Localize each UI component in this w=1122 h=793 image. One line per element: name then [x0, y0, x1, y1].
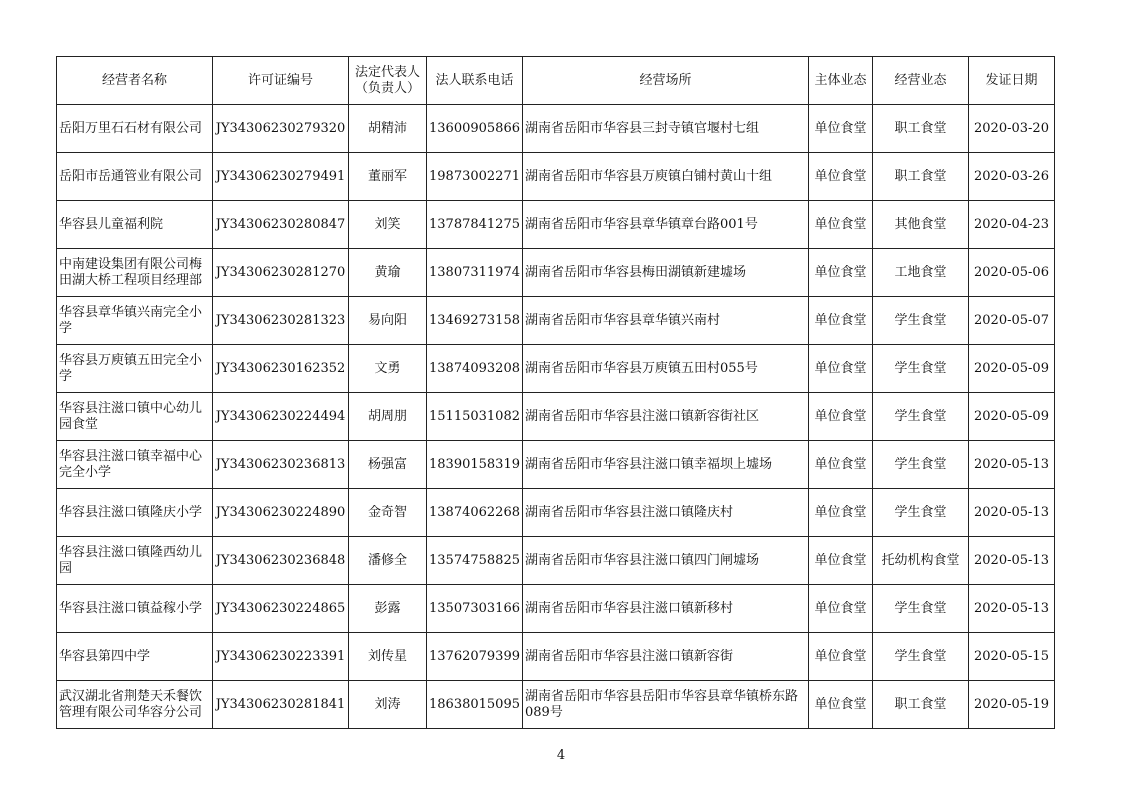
legal-representative-cell-text: 刘涛: [374, 696, 401, 712]
issue-date-cell: [969, 489, 1055, 537]
contact-phone-cell-text: 13874093208: [429, 360, 520, 376]
operation-type-cell: [873, 681, 969, 729]
legal-representative-cell-text: 潘修全: [367, 552, 407, 568]
operation-type-cell: [873, 249, 969, 297]
main-business-type-cell: [809, 249, 873, 297]
license-number-cell: [213, 489, 349, 537]
issue-date-cell: [969, 681, 1055, 729]
main-business-type-cell: [809, 105, 873, 153]
header-legal-representative: 法定代表人（负责人）: [349, 57, 427, 105]
table-row: [57, 441, 1055, 489]
main-business-type-cell: [809, 345, 873, 393]
table-row: [57, 681, 1055, 729]
main-business-type-cell: [809, 153, 873, 201]
operator-name-cell-text: 岳阳万里石石材有限公司: [59, 120, 203, 136]
contact-phone-cell: [427, 681, 523, 729]
license-number-cell-text: JY34306230236813: [215, 456, 346, 472]
main-business-type-cell: [809, 489, 873, 537]
table-row: [57, 633, 1055, 681]
license-number-cell-text: JY34306230281841: [215, 696, 346, 712]
license-number-cell: [213, 393, 349, 441]
operation-type-cell-text: 学生食堂: [894, 648, 947, 664]
business-address-cell-text: 湖南省岳阳市华容县注滋口镇幸福坝上墟场: [525, 456, 773, 472]
contact-phone-cell-text: 18390158319: [429, 456, 520, 472]
contact-phone-cell: [427, 153, 523, 201]
operator-name-cell-text: 华容县章华镇兴南完全小学: [59, 304, 203, 336]
legal-representative-cell-text: 金奇智: [367, 504, 407, 520]
table-row: [57, 201, 1055, 249]
business-address-cell-text: 湖南省岳阳市华容县三封寺镇官堰村七组: [525, 120, 760, 136]
business-address-cell-text: 湖南省岳阳市华容县注滋口镇新移村: [525, 600, 734, 616]
license-number-cell: [213, 681, 349, 729]
business-address-cell-text: 湖南省岳阳市华容县万庾镇白铺村黄山十组: [525, 168, 773, 184]
business-address-cell: [523, 297, 809, 345]
operator-name-cell: [57, 153, 213, 201]
operation-type-cell-text: 其他食堂: [894, 216, 947, 232]
license-number-cell-text: JY34306230280847: [215, 216, 346, 232]
legal-representative-cell: [349, 633, 427, 681]
operator-name-cell: [57, 681, 213, 729]
business-address-cell-text: 湖南省岳阳市华容县注滋口镇隆庆村: [525, 504, 734, 520]
table-row: [57, 585, 1055, 633]
main-business-type-cell-text: 单位食堂: [814, 504, 867, 520]
operator-name-cell: [57, 105, 213, 153]
operator-name-cell-text: 华容县注滋口镇隆西幼儿园: [59, 544, 203, 576]
license-number-cell-text: JY34306230236848: [215, 552, 346, 568]
business-address-cell: [523, 537, 809, 585]
business-address-cell: [523, 681, 809, 729]
business-address-cell: [523, 393, 809, 441]
operator-name-cell-text: 华容县儿童福利院: [59, 216, 164, 232]
business-address-cell-text: 湖南省岳阳市华容县注滋口镇新容街: [525, 648, 734, 664]
business-address-cell: [523, 489, 809, 537]
contact-phone-cell: [427, 297, 523, 345]
business-address-cell: [523, 105, 809, 153]
header-operator-name: 经营者名称: [57, 57, 213, 105]
issue-date-cell-text: 2020-05-06: [974, 264, 1049, 280]
main-business-type-cell-text: 单位食堂: [814, 168, 867, 184]
legal-representative-cell: [349, 393, 427, 441]
legal-representative-cell-text: 黄瑜: [374, 264, 401, 280]
table-body: [57, 105, 1055, 729]
license-number-cell-text: JY34306230281323: [215, 312, 346, 328]
business-address-cell-text: 湖南省岳阳市华容县章华镇兴南村: [525, 312, 721, 328]
contact-phone-cell: [427, 441, 523, 489]
table-row: [57, 537, 1055, 585]
legal-representative-cell: [349, 681, 427, 729]
operation-type-cell-text: 托幼机构食堂: [881, 552, 960, 568]
header-contact-phone: 法人联系电话: [427, 57, 523, 105]
operator-name-cell: [57, 345, 213, 393]
business-address-cell: [523, 633, 809, 681]
main-business-type-cell: [809, 441, 873, 489]
operation-type-cell: [873, 393, 969, 441]
contact-phone-cell-text: 13507303166: [429, 600, 520, 616]
business-address-cell-text: 湖南省岳阳市华容县注滋口镇四门闸墟场: [525, 552, 760, 568]
operation-type-cell: [873, 441, 969, 489]
main-business-type-cell-text: 单位食堂: [814, 120, 867, 136]
license-number-cell: [213, 249, 349, 297]
license-number-cell-text: JY34306230223391: [215, 648, 346, 664]
operator-name-cell: [57, 489, 213, 537]
operation-type-cell-text: 工地食堂: [894, 264, 947, 280]
contact-phone-cell-text: 15115031082: [429, 408, 520, 424]
business-address-cell: [523, 441, 809, 489]
operation-type-cell-text: 学生食堂: [894, 360, 947, 376]
contact-phone-cell: [427, 633, 523, 681]
operation-type-cell: [873, 537, 969, 585]
legal-representative-cell: [349, 201, 427, 249]
legal-representative-cell: [349, 441, 427, 489]
main-business-type-cell-text: 单位食堂: [814, 312, 867, 328]
license-number-cell: [213, 585, 349, 633]
issue-date-cell-text: 2020-05-13: [974, 456, 1049, 472]
issue-date-cell-text: 2020-05-07: [974, 312, 1049, 328]
contact-phone-cell: [427, 585, 523, 633]
license-number-cell: [213, 345, 349, 393]
operation-type-cell-text: 学生食堂: [894, 312, 947, 328]
business-address-cell: [523, 153, 809, 201]
main-business-type-cell: [809, 633, 873, 681]
business-address-cell-text: 湖南省岳阳市华容县注滋口镇新容街社区: [525, 408, 760, 424]
operation-type-cell-text: 学生食堂: [894, 600, 947, 616]
license-number-cell-text: JY34306230281270: [215, 264, 346, 280]
business-address-cell: [523, 585, 809, 633]
header-operation-type: 经营业态: [873, 57, 969, 105]
table-row: [57, 249, 1055, 297]
issue-date-cell-text: 2020-05-15: [974, 648, 1049, 664]
contact-phone-cell: [427, 105, 523, 153]
issue-date-cell: [969, 105, 1055, 153]
operator-name-cell: [57, 633, 213, 681]
operation-type-cell-text: 职工食堂: [894, 120, 947, 136]
issue-date-cell: [969, 441, 1055, 489]
contact-phone-cell-text: 13762079399: [429, 648, 520, 664]
operation-type-cell-text: 职工食堂: [894, 168, 947, 184]
issue-date-cell-text: 2020-05-13: [974, 552, 1049, 568]
contact-phone-cell-text: 13787841275: [429, 216, 520, 232]
legal-representative-cell-text: 刘传星: [367, 648, 407, 664]
operator-name-cell: [57, 201, 213, 249]
operation-type-cell-text: 学生食堂: [894, 456, 947, 472]
legal-representative-cell-text: 易向阳: [367, 312, 407, 328]
operation-type-cell: [873, 489, 969, 537]
contact-phone-cell-text: 13574758825: [429, 552, 520, 568]
operation-type-cell: [873, 153, 969, 201]
operator-name-cell: [57, 249, 213, 297]
issue-date-cell: [969, 201, 1055, 249]
legal-representative-cell: [349, 105, 427, 153]
header-business-address: 经营场所: [523, 57, 809, 105]
table-row: [57, 153, 1055, 201]
legal-representative-cell: [349, 585, 427, 633]
operator-name-cell-text: 华容县注滋口镇隆庆小学: [59, 504, 203, 520]
contact-phone-cell: [427, 393, 523, 441]
legal-representative-cell: [349, 153, 427, 201]
contact-phone-cell-text: 13469273158: [429, 312, 520, 328]
legal-representative-cell-text: 刘笑: [374, 216, 401, 232]
operation-type-cell: [873, 297, 969, 345]
header-license-number: 许可证编号: [213, 57, 349, 105]
license-number-cell-text: JY34306230224494: [215, 408, 346, 424]
license-number-cell-text: JY34306230224865: [215, 600, 346, 616]
contact-phone-cell: [427, 345, 523, 393]
main-business-type-cell-text: 单位食堂: [814, 648, 867, 664]
main-business-type-cell-text: 单位食堂: [814, 600, 867, 616]
main-business-type-cell-text: 单位食堂: [814, 456, 867, 472]
contact-phone-cell: [427, 489, 523, 537]
main-business-type-cell-text: 单位食堂: [814, 360, 867, 376]
business-address-cell: [523, 249, 809, 297]
operator-name-cell-text: 华容县注滋口镇益稼小学: [59, 600, 203, 616]
operation-type-cell: [873, 201, 969, 249]
main-business-type-cell-text: 单位食堂: [814, 264, 867, 280]
operation-type-cell: [873, 105, 969, 153]
contact-phone-cell: [427, 249, 523, 297]
legal-representative-cell-text: 杨强富: [367, 456, 407, 472]
operator-name-cell: [57, 441, 213, 489]
issue-date-cell: [969, 585, 1055, 633]
issue-date-cell-text: 2020-03-26: [974, 168, 1049, 184]
issue-date-cell: [969, 153, 1055, 201]
main-business-type-cell: [809, 681, 873, 729]
contact-phone-cell: [427, 201, 523, 249]
operator-name-cell-text: 华容县注滋口镇中心幼儿园食堂: [59, 400, 203, 432]
issue-date-cell-text: 2020-05-19: [974, 696, 1049, 712]
issue-date-cell: [969, 345, 1055, 393]
license-number-cell: [213, 537, 349, 585]
business-address-cell-text: 湖南省岳阳市华容县岳阳市华容县章华镇桥东路089号: [525, 688, 799, 720]
license-number-cell-text: JY34306230162352: [215, 360, 346, 376]
main-business-type-cell-text: 单位食堂: [814, 408, 867, 424]
page-number: 4: [556, 748, 566, 763]
contact-phone-cell-text: 18638015095: [429, 696, 520, 712]
issue-date-cell: [969, 633, 1055, 681]
legal-representative-cell-text: 董丽军: [367, 168, 407, 184]
license-number-cell-text: JY34306230279491: [215, 168, 346, 184]
main-business-type-cell: [809, 297, 873, 345]
operator-name-cell-text: 岳阳市岳通管业有限公司: [59, 168, 203, 184]
main-business-type-cell: [809, 537, 873, 585]
issue-date-cell: [969, 537, 1055, 585]
contact-phone-cell: [427, 537, 523, 585]
issue-date-cell-text: 2020-05-13: [974, 504, 1049, 520]
contact-phone-cell-text: 13807311974: [429, 264, 520, 280]
operation-type-cell-text: 学生食堂: [894, 504, 947, 520]
issue-date-cell: [969, 249, 1055, 297]
business-address-cell: [523, 345, 809, 393]
operator-name-cell-text: 华容县万庾镇五田完全小学: [59, 352, 203, 384]
issue-date-cell-text: 2020-05-09: [974, 360, 1049, 376]
table-row: [57, 345, 1055, 393]
legal-representative-cell: [349, 489, 427, 537]
operator-name-cell-text: 武汉湖北省荆楚天禾餐饮管理有限公司华容分公司: [59, 688, 203, 720]
license-table: [56, 56, 1055, 729]
business-address-cell: [523, 201, 809, 249]
main-business-type-cell-text: 单位食堂: [814, 216, 867, 232]
business-address-cell-text: 湖南省岳阳市华容县万庾镇五田村055号: [525, 360, 758, 376]
table-row: [57, 297, 1055, 345]
operation-type-cell: [873, 633, 969, 681]
operator-name-cell: [57, 585, 213, 633]
license-number-cell: [213, 297, 349, 345]
main-business-type-cell: [809, 201, 873, 249]
operation-type-cell-text: 学生食堂: [894, 408, 947, 424]
operator-name-cell-text: 华容县第四中学: [59, 648, 151, 664]
issue-date-cell: [969, 297, 1055, 345]
table-row: [57, 393, 1055, 441]
license-number-cell: [213, 441, 349, 489]
contact-phone-cell-text: 19873002271: [429, 168, 520, 184]
header-issue-date: 发证日期: [969, 57, 1055, 105]
legal-representative-cell: [349, 537, 427, 585]
issue-date-cell-text: 2020-04-23: [974, 216, 1049, 232]
operation-type-cell-text: 职工食堂: [894, 696, 947, 712]
license-number-cell-text: JY34306230224890: [215, 504, 346, 520]
main-business-type-cell-text: 单位食堂: [814, 552, 867, 568]
operator-name-cell: [57, 297, 213, 345]
table-row: [57, 489, 1055, 537]
business-address-cell-text: 湖南省岳阳市华容县梅田湖镇新建墟场: [525, 264, 747, 280]
main-business-type-cell-text: 单位食堂: [814, 696, 867, 712]
issue-date-cell-text: 2020-05-09: [974, 408, 1049, 424]
legal-representative-cell: [349, 345, 427, 393]
license-number-cell-text: JY34306230279320: [215, 120, 346, 136]
legal-representative-cell-text: 彭露: [374, 600, 401, 616]
operation-type-cell: [873, 585, 969, 633]
legal-representative-cell: [349, 249, 427, 297]
main-business-type-cell: [809, 585, 873, 633]
issue-date-cell-text: 2020-03-20: [974, 120, 1049, 136]
table-header-row: [57, 57, 1055, 105]
license-number-cell: [213, 201, 349, 249]
contact-phone-cell-text: 13874062268: [429, 504, 520, 520]
issue-date-cell: [969, 393, 1055, 441]
header-main-business-type: 主体业态: [809, 57, 873, 105]
legal-representative-cell-text: 文勇: [374, 360, 401, 376]
license-number-cell: [213, 153, 349, 201]
contact-phone-cell-text: 13600905866: [429, 120, 520, 136]
operator-name-cell: [57, 393, 213, 441]
operator-name-cell-text: 华容县注滋口镇幸福中心完全小学: [59, 448, 203, 480]
issue-date-cell-text: 2020-05-13: [974, 600, 1049, 616]
license-number-cell: [213, 633, 349, 681]
legal-representative-cell-text: 胡精沛: [367, 120, 407, 136]
table-row: [57, 105, 1055, 153]
license-number-cell: [213, 105, 349, 153]
legal-representative-cell: [349, 297, 427, 345]
legal-representative-cell-text: 胡周朋: [367, 408, 407, 424]
operator-name-cell: [57, 537, 213, 585]
business-address-cell-text: 湖南省岳阳市华容县章华镇章台路001号: [525, 216, 758, 232]
main-business-type-cell: [809, 393, 873, 441]
operator-name-cell-text: 中南建设集团有限公司梅田湖大桥工程项目经理部: [59, 256, 203, 288]
operation-type-cell: [873, 345, 969, 393]
